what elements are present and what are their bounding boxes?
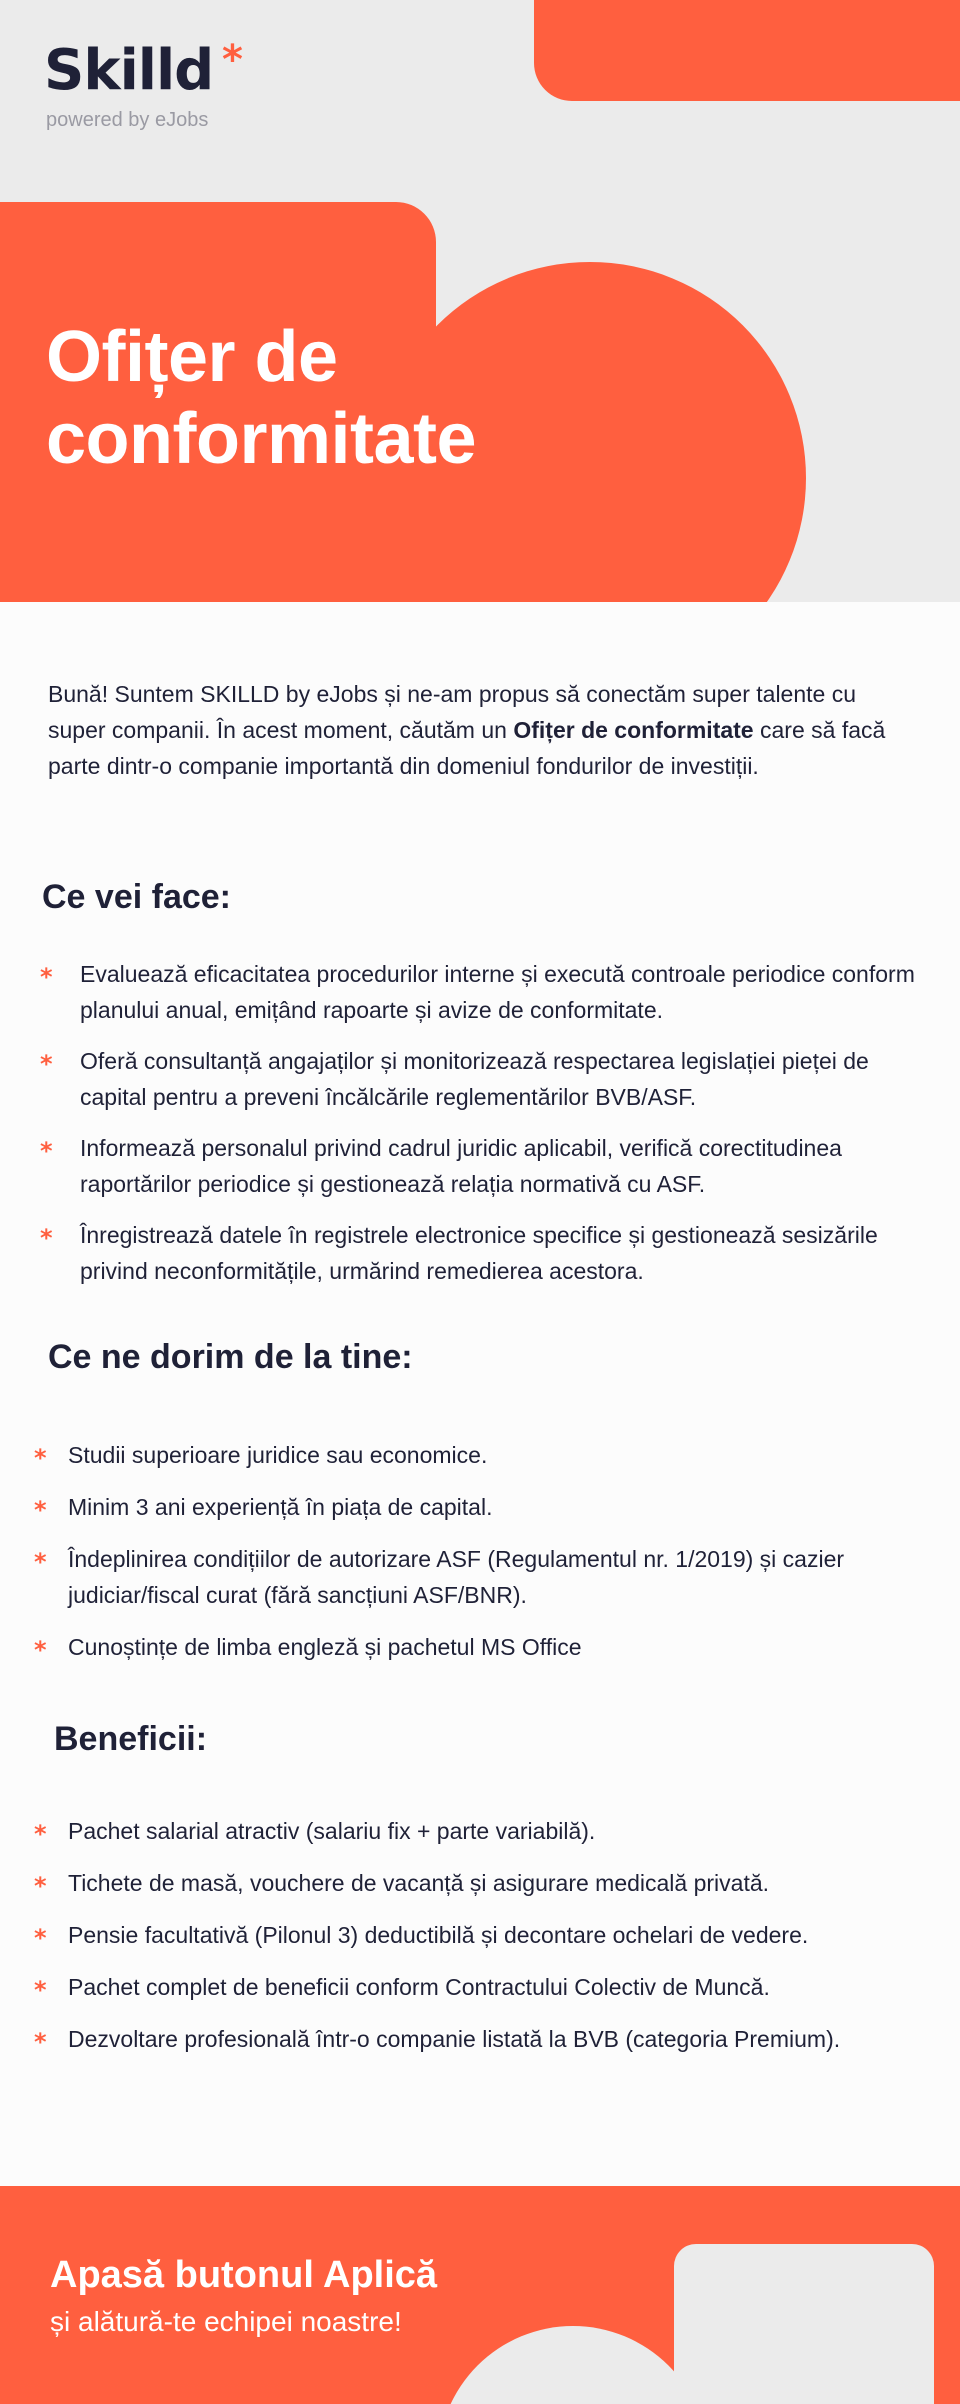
responsibilities-list xyxy=(40,956,932,1304)
list-item xyxy=(34,1813,932,1849)
list-item xyxy=(34,1489,932,1525)
hero-banner xyxy=(0,202,960,602)
header xyxy=(0,0,960,202)
asterisk-icon: * xyxy=(34,1496,47,1524)
asterisk-icon: * xyxy=(40,1137,53,1165)
asterisk-icon: * xyxy=(34,1636,47,1664)
list-item xyxy=(34,1437,932,1473)
section-title-responsibilities: Ce vei face: xyxy=(42,878,231,916)
list-item-text: Evaluează eficacitatea procedurilor interne și execută controale periodice conform planului anual, emițând rapoarte și avize de conformitate. xyxy=(80,961,915,1023)
asterisk-icon: * xyxy=(40,1224,53,1252)
list-item xyxy=(40,1043,932,1115)
cta-subtitle: și alătură-te echipei noastre! xyxy=(50,2306,402,2337)
asterisk-icon: * xyxy=(34,1444,47,1472)
asterisk-icon: * xyxy=(34,2028,47,2056)
list-item-text: Cunoștințe de limba engleză și pachetul MS Office xyxy=(68,1634,582,1660)
list-item xyxy=(34,2021,932,2057)
intro-text-2: care să facă parte dintr-o companie importantă din domeniul fondurilor de investiții. xyxy=(48,717,886,779)
section-title-benefits: Beneficii: xyxy=(54,1720,208,1758)
list-item-text: Oferă consultanță angajaților și monitorizează respectarea legislației pieței de capital pentru a preveni încălcările reglementărilor BVB/ASF. xyxy=(80,1048,869,1110)
list-item xyxy=(34,1969,932,2005)
asterisk-icon: * xyxy=(34,1820,47,1848)
asterisk-icon: * xyxy=(34,1548,47,1576)
list-item xyxy=(40,1217,932,1289)
intro-paragraph xyxy=(48,676,918,784)
list-item xyxy=(34,1541,932,1613)
job-title xyxy=(46,316,476,480)
list-item-text: Minim 3 ani experiență în piața de capital. xyxy=(68,1494,493,1520)
list-item-text: Pensie facultativă (Pilonul 3) deductibilă și decontare ochelari de vedere. xyxy=(68,1922,809,1948)
job-title-line-1: Ofițer de xyxy=(46,317,338,397)
list-item xyxy=(40,1130,932,1202)
asterisk-icon: * xyxy=(40,1050,53,1078)
asterisk-icon: * xyxy=(34,1872,47,1900)
job-title-line-2: conformitate xyxy=(46,399,477,479)
list-item-text: Studii superioare juridice sau economice. xyxy=(68,1442,488,1468)
footer-decoration-circle xyxy=(438,2326,708,2404)
section-title-requirements: Ce ne dorim de la tine: xyxy=(48,1338,413,1376)
intro-highlight: Ofițer de conformitate xyxy=(513,717,754,743)
header-decoration xyxy=(534,0,960,101)
requirements-list xyxy=(34,1437,932,1681)
list-item-text: Îndeplinirea condițiilor de autorizare ASF (Regulamentul nr. 1/2019) și cazier judiciar/fiscal curat (fără sancțiuni ASF/BNR). xyxy=(68,1546,845,1608)
intro-text-1: Bună! Suntem SKILLD by eJobs și ne-am propus să conectăm super talente cu super companii. În acest moment, căutăm un xyxy=(48,681,856,743)
list-item-text: Tichete de masă, vouchere de vacanță și asigurare medicală privată. xyxy=(68,1870,770,1896)
asterisk-icon: * xyxy=(40,963,53,991)
asterisk-icon: * xyxy=(34,1924,47,1952)
list-item-text: Dezvoltare profesională într-o companie listată la BVB (categoria Premium). xyxy=(68,2026,841,2052)
list-item xyxy=(34,1917,932,1953)
cta-title: Apasă butonul Aplică xyxy=(50,2254,438,2296)
list-item xyxy=(34,1629,932,1665)
list-item xyxy=(40,956,932,1028)
list-item-text: Informează personalul privind cadrul juridic aplicabil, verifică corectitudinea raportărilor periodice și gestionează relația normativă cu ASF. xyxy=(80,1135,842,1197)
benefits-list xyxy=(34,1813,932,2073)
list-item-text: Înregistrează datele în registrele electronice specifice și gestionează sesizările privind neconformitățile, urmărind remedierea acestora. xyxy=(80,1222,878,1284)
asterisk-icon: * xyxy=(222,37,243,83)
footer-cta xyxy=(0,2186,960,2404)
logo-tagline: powered by eJobs xyxy=(46,109,209,131)
footer-decoration-card xyxy=(674,2244,934,2404)
logo[interactable]: Skilld xyxy=(44,38,214,103)
asterisk-icon: * xyxy=(34,1976,47,2004)
list-item-text: Pachet complet de beneficii conform Contractului Colectiv de Muncă. xyxy=(68,1974,770,2000)
list-item-text: Pachet salarial atractiv (salariu fix + parte variabilă). xyxy=(68,1818,596,1844)
list-item xyxy=(34,1865,932,1901)
